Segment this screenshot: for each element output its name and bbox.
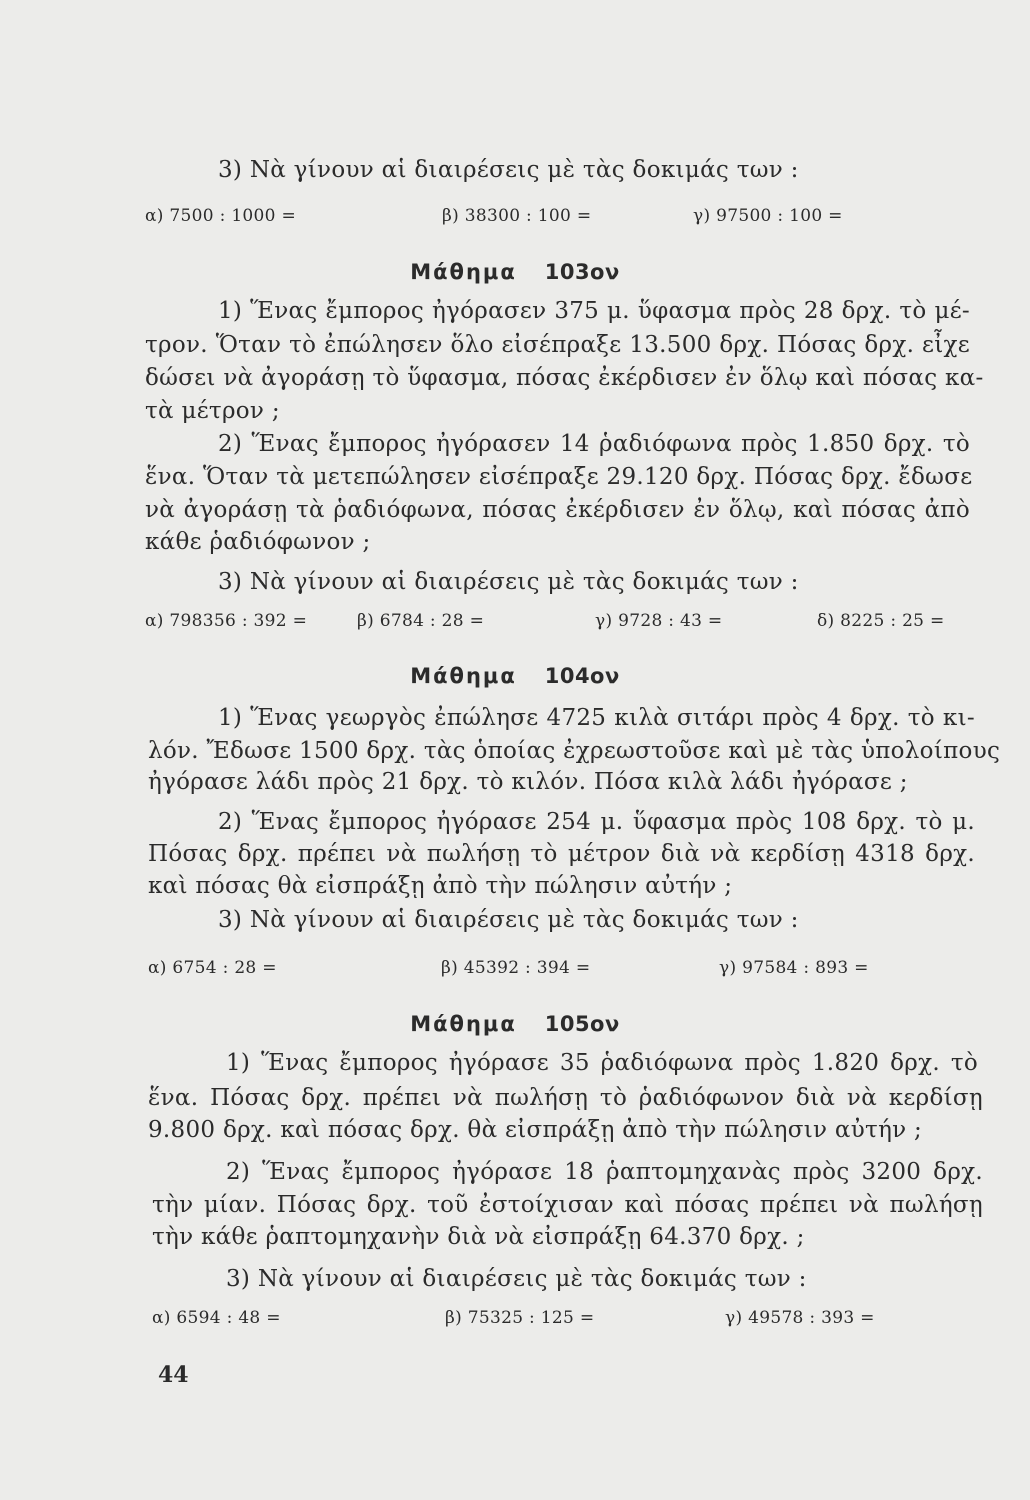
problem-line: τρον. Ὅταν τὸ ἐπώλησεν ὅλο εἰσέπραξε 13.500 δρχ. Πόσας δρχ. εἶχε (145, 332, 970, 358)
lesson-number: 103ον (544, 260, 620, 284)
problem-line: 1) Ἕνας γεωργὸς ἐπώλησε 4725 κιλὰ σιτάρι πρὸς 4 δρχ. τὸ κι- (218, 705, 975, 731)
operation: β) 6784 : 28 = (357, 611, 485, 631)
operation: α) 6754 : 28 = (148, 958, 277, 978)
operation: δ) 8225 : 25 = (817, 611, 945, 631)
problem-line: ἕνα. Πόσας δρχ. πρέπει νὰ πωλήσῃ τὸ ῥαδιόφωνον διὰ νὰ κερδίσῃ (148, 1085, 983, 1111)
operation: γ) 97584 : 893 = (719, 958, 869, 978)
operation: α) 798356 : 392 = (145, 611, 308, 631)
problem-line: 2) Ἕνας ἔμπορος ἠγόρασε 254 μ. ὕφασμα πρὸς 108 δρχ. τὸ μ. (218, 809, 975, 835)
problem-line: λόν. Ἔδωσε 1500 δρχ. τὰς ὁποίας ἐχρεωστοῦσε καὶ μὲ τὰς ὑπολοίπους (148, 738, 1001, 764)
problem-line: 1) Ἕνας ἔμπορος ἠγόρασεν 375 μ. ὕφασμα πρὸς 28 δρχ. τὸ μέ- (218, 298, 970, 324)
operation: β) 45392 : 394 = (441, 958, 591, 978)
problem-line: καὶ πόσας θὰ εἰσπράξῃ ἀπὸ τὴν πώλησιν αὐτήν ; (148, 873, 733, 899)
operation: γ) 97500 : 100 = (693, 206, 843, 226)
problem-line: 2) Ἕνας ἔμπορος ἠγόρασεν 14 ῥαδιόφωνα πρὸς 1.850 δρχ. τὸ (218, 431, 970, 457)
problem-line: κάθε ῥαδιόφωνον ; (145, 529, 371, 555)
lesson-title: Μάθημα (410, 664, 517, 688)
lesson-heading (0, 662, 1030, 690)
problem-line: τὴν μίαν. Πόσας δρχ. τοῦ ἐστοίχισαν καὶ πόσας πρέπει νὰ πωλήσῃ (152, 1192, 983, 1218)
lesson-number: 105ον (544, 1012, 620, 1036)
problem-line: τὴν κάθε ῥαπτομηχανὴν διὰ νὰ εἰσπράξῃ 64.370 δρχ. ; (152, 1224, 805, 1250)
division-instruction: 3) Νὰ γίνουν αἱ διαιρέσεις μὲ τὰς δοκιμάς των : (218, 569, 799, 595)
lesson-number: 104ον (544, 664, 620, 688)
problem-line: δώσει νὰ ἀγοράσῃ τὸ ὕφασμα, πόσας ἐκέρδισεν ἐν ὅλῳ καὶ πόσας κα- (145, 365, 984, 391)
problem-line: 2) Ἕνας ἔμπορος ἠγόρασε 18 ῥαπτομηχανὰς πρὸς 3200 δρχ. (226, 1159, 983, 1185)
division-instruction: 3) Νὰ γίνουν αἱ διαιρέσεις μὲ τὰς δοκιμάς των : (218, 907, 799, 933)
problem-line: ἠγόρασε λάδι πρὸς 21 δρχ. τὸ κιλόν. Πόσα κιλὰ λάδι ἠγόρασε ; (148, 769, 908, 795)
problem-line: Πόσας δρχ. πρέπει νὰ πωλήσῃ τὸ μέτρον διὰ νὰ κερδίσῃ 4318 δρχ. (148, 841, 975, 867)
lesson-heading (0, 258, 1030, 286)
operation: β) 75325 : 125 = (445, 1308, 595, 1328)
operation: α) 6594 : 48 = (152, 1308, 281, 1328)
operation: γ) 49578 : 393 = (725, 1308, 875, 1328)
problem-line: 1) Ἕνας ἔμπορος ἠγόρασε 35 ῥαδιόφωνα πρὸς 1.820 δρχ. τὸ (226, 1050, 978, 1076)
problem-line: νὰ ἀγοράσῃ τὰ ῥαδιόφωνα, πόσας ἐκέρδισεν ἐν ὅλῳ, καὶ πόσας ἀπὸ (145, 497, 970, 523)
page-number: 44 (158, 1362, 189, 1388)
lesson-title: Μάθημα (410, 1012, 517, 1036)
problem-line: 9.800 δρχ. καὶ πόσας δρχ. θὰ εἰσπράξῃ ἀπὸ τὴν πώλησιν αὐτήν ; (148, 1117, 923, 1143)
lesson-title: Μάθημα (410, 260, 517, 284)
lesson-heading (0, 1010, 1030, 1038)
operation: β) 38300 : 100 = (442, 206, 592, 226)
operation: γ) 9728 : 43 = (595, 611, 723, 631)
operation: α) 7500 : 1000 = (145, 206, 297, 226)
top-instruction: 3) Νὰ γίνουν αἱ διαιρέσεις μὲ τὰς δοκιμάς των : (218, 157, 799, 183)
problem-line: ἕνα. Ὅταν τὰ μετεπώλησεν εἰσέπραξε 29.120 δρχ. Πόσας δρχ. ἔδωσε (145, 464, 973, 490)
problem-line: τὰ μέτρον ; (145, 398, 280, 424)
division-instruction: 3) Νὰ γίνουν αἱ διαιρέσεις μὲ τὰς δοκιμάς των : (226, 1266, 807, 1292)
